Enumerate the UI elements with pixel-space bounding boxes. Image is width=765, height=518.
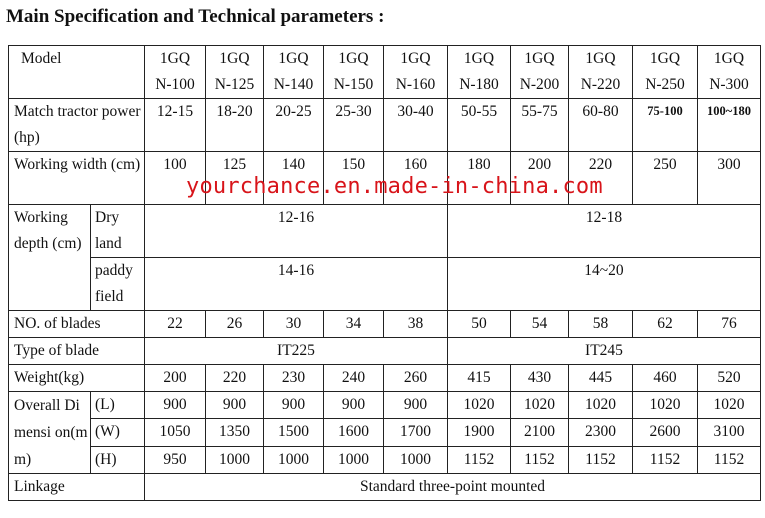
label-blades: NO. of blades [9, 311, 145, 338]
depth-dry-cell: 12-18 [448, 205, 761, 258]
width-cell: 100 [145, 152, 206, 205]
model-cell: 1GQ N-100 [145, 46, 206, 99]
length-cell: 900 [264, 392, 324, 419]
label-weight: Weight(kg) [9, 365, 145, 392]
length-cell: 1020 [698, 392, 761, 419]
model-cell: 1GQ N-140 [264, 46, 324, 99]
label-blade-type: Type of blade [9, 338, 145, 365]
height-cell: 1000 [324, 446, 384, 473]
label-dry-land: Dry land [91, 205, 145, 258]
label-linkage: Linkage [9, 474, 145, 501]
width-cell: 250 [633, 152, 698, 205]
blades-cell: 50 [448, 311, 511, 338]
length-cell: 1020 [633, 392, 698, 419]
label-paddy-field: paddy field [91, 258, 145, 311]
width-cell: 300 [698, 152, 761, 205]
depth-paddy-cell: 14-16 [145, 258, 448, 311]
linkage-cell: Standard three-point mounted [145, 474, 761, 501]
model-cell: 1GQ N-250 [633, 46, 698, 99]
row-power [9, 99, 761, 152]
label-depth: Working depth (cm) [9, 205, 91, 311]
label-width-mm: (W) [91, 419, 145, 446]
height-cell: 1000 [206, 446, 264, 473]
model-cell: 1GQ N-180 [448, 46, 511, 99]
blades-cell: 30 [264, 311, 324, 338]
label-length: (L) [91, 392, 145, 419]
width-mm-cell: 1900 [448, 419, 511, 446]
length-cell: 900 [145, 392, 206, 419]
height-cell: 1152 [569, 446, 633, 473]
length-cell: 1020 [448, 392, 511, 419]
weight-cell: 230 [264, 365, 324, 392]
power-cell: 75-100 [633, 99, 698, 152]
blades-cell: 54 [511, 311, 569, 338]
blades-cell: 34 [324, 311, 384, 338]
spec-table [8, 45, 761, 501]
row-blade-type [9, 338, 761, 365]
model-cell: 1GQ N-150 [324, 46, 384, 99]
weight-cell: 220 [206, 365, 264, 392]
width-cell: 150 [324, 152, 384, 205]
width-cell: 200 [511, 152, 569, 205]
power-cell: 60-80 [569, 99, 633, 152]
model-cell: 1GQ N-220 [569, 46, 633, 99]
blade-type-cell: IT245 [448, 338, 761, 365]
width-cell: 220 [569, 152, 633, 205]
watermark: yourchance.en.made-in-china.com [186, 174, 603, 199]
height-cell: 1152 [633, 446, 698, 473]
weight-cell: 520 [698, 365, 761, 392]
depth-dry-cell: 12-16 [145, 205, 448, 258]
row-blades [9, 311, 761, 338]
power-cell: 20-25 [264, 99, 324, 152]
blades-cell: 58 [569, 311, 633, 338]
width-cell: 125 [206, 152, 264, 205]
model-cell: 1GQ N-160 [384, 46, 448, 99]
weight-cell: 460 [633, 365, 698, 392]
blade-type-cell: IT225 [145, 338, 448, 365]
power-cell: 50-55 [448, 99, 511, 152]
length-cell: 900 [384, 392, 448, 419]
height-cell: 1152 [698, 446, 761, 473]
power-cell: 55-75 [511, 99, 569, 152]
blades-cell: 76 [698, 311, 761, 338]
weight-cell: 445 [569, 365, 633, 392]
power-cell: 12-15 [145, 99, 206, 152]
model-cell: 1GQ N-125 [206, 46, 264, 99]
width-mm-cell: 1600 [324, 419, 384, 446]
length-cell: 1020 [569, 392, 633, 419]
model-cell: 1GQ N-200 [511, 46, 569, 99]
weight-cell: 200 [145, 365, 206, 392]
page-title: Main Specification and Technical parameters : [6, 6, 385, 27]
length-cell: 900 [324, 392, 384, 419]
row-length [9, 392, 761, 419]
power-cell: 25-30 [324, 99, 384, 152]
power-cell: 18-20 [206, 99, 264, 152]
label-height: (H) [91, 446, 145, 473]
depth-paddy-cell: 14~20 [448, 258, 761, 311]
width-mm-cell: 3100 [698, 419, 761, 446]
row-linkage [9, 474, 761, 501]
length-cell: 1020 [511, 392, 569, 419]
row-height [9, 446, 761, 473]
label-width: Working width (cm) [9, 152, 145, 205]
height-cell: 1000 [384, 446, 448, 473]
weight-cell: 240 [324, 365, 384, 392]
row-width [9, 152, 761, 205]
label-overall-dimension: Overall Dimensi on(mm) [9, 392, 91, 474]
width-mm-cell: 1350 [206, 419, 264, 446]
row-weight [9, 365, 761, 392]
blades-cell: 26 [206, 311, 264, 338]
width-cell: 140 [264, 152, 324, 205]
row-depth-dry [9, 205, 761, 258]
height-cell: 950 [145, 446, 206, 473]
weight-cell: 430 [511, 365, 569, 392]
length-cell: 900 [206, 392, 264, 419]
label-power: Match tractor power (hp) [9, 99, 145, 152]
width-mm-cell: 1050 [145, 419, 206, 446]
row-model [9, 46, 761, 99]
power-cell: 100~180 [698, 99, 761, 152]
blades-cell: 62 [633, 311, 698, 338]
width-mm-cell: 2100 [511, 419, 569, 446]
height-cell: 1152 [448, 446, 511, 473]
width-mm-cell: 1700 [384, 419, 448, 446]
height-cell: 1000 [264, 446, 324, 473]
row-depth-paddy [9, 258, 761, 311]
width-mm-cell: 1500 [264, 419, 324, 446]
blades-cell: 22 [145, 311, 206, 338]
height-cell: 1152 [511, 446, 569, 473]
model-cell: 1GQ N-300 [698, 46, 761, 99]
width-mm-cell: 2600 [633, 419, 698, 446]
width-cell: 180 [448, 152, 511, 205]
width-cell: 160 [384, 152, 448, 205]
weight-cell: 415 [448, 365, 511, 392]
weight-cell: 260 [384, 365, 448, 392]
width-mm-cell: 2300 [569, 419, 633, 446]
power-cell: 30-40 [384, 99, 448, 152]
row-width-mm [9, 419, 761, 446]
blades-cell: 38 [384, 311, 448, 338]
label-model: Model [9, 46, 145, 99]
